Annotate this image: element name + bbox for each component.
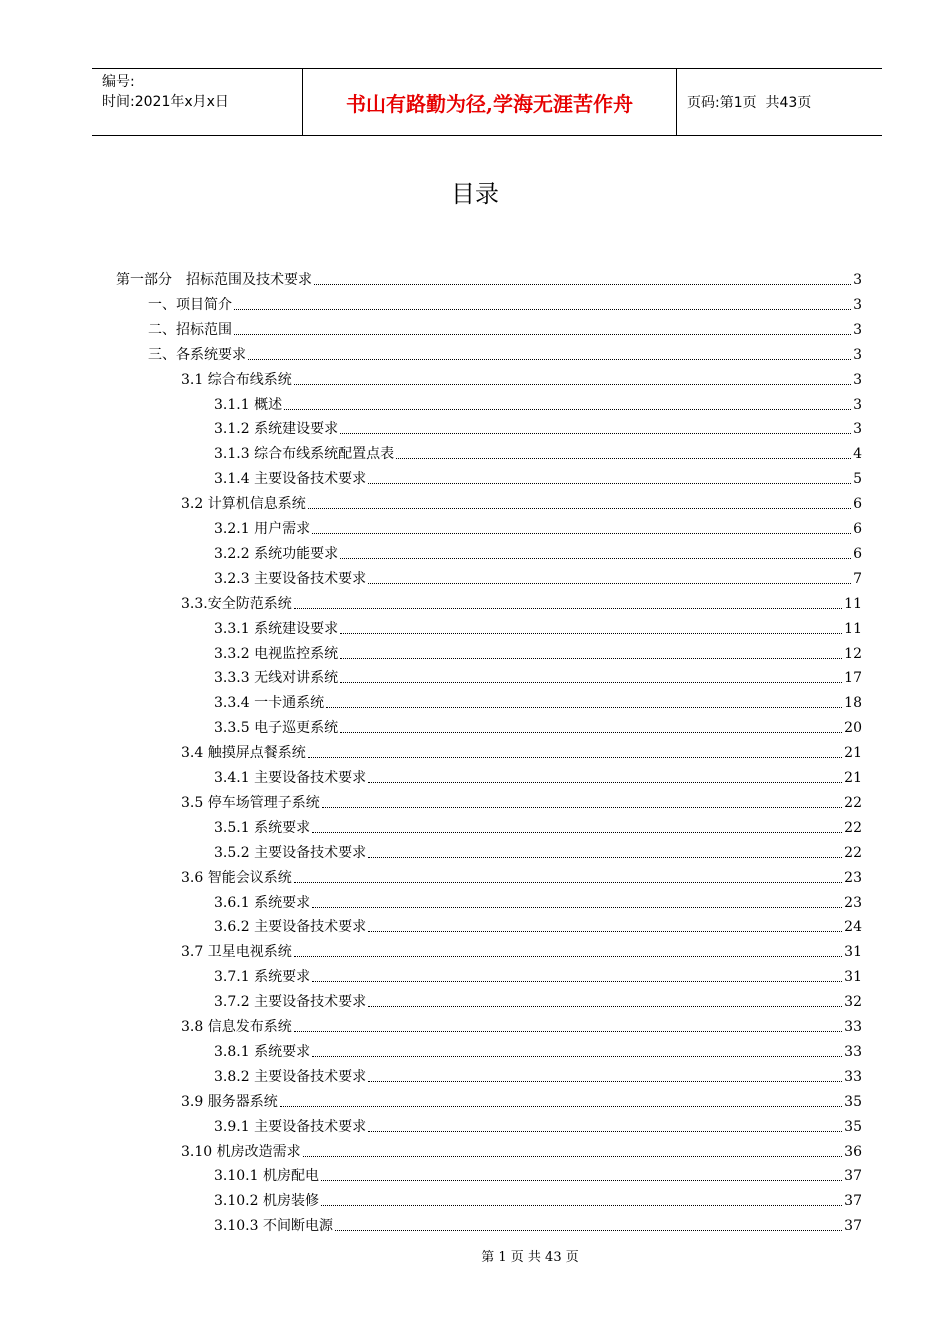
toc-entry-page: 6 bbox=[853, 521, 862, 537]
toc-entry[interactable] bbox=[214, 813, 862, 837]
page-header bbox=[92, 68, 882, 136]
toc-entry-label: 3.3.安全防范系统 bbox=[181, 595, 292, 612]
page-footer bbox=[0, 1246, 950, 1265]
toc-leader-dots bbox=[234, 308, 851, 310]
toc-entry-page: 18 bbox=[844, 695, 862, 712]
toc-entry[interactable] bbox=[214, 1062, 862, 1086]
toc-leader-dots bbox=[294, 955, 842, 957]
toc-entry-label: 3.7 卫星电视系统 bbox=[181, 944, 292, 961]
toc-entry-page: 23 bbox=[844, 869, 862, 886]
toc-leader-dots bbox=[312, 1055, 842, 1057]
toc-leader-dots bbox=[396, 457, 851, 459]
header-motto: 书山有路勤为径,学海无涯苦作舟 bbox=[303, 69, 677, 135]
toc-entry-label: 3.9 服务器系统 bbox=[181, 1093, 278, 1110]
toc-leader-dots bbox=[340, 731, 842, 733]
toc-leader-dots bbox=[314, 283, 851, 285]
toc-entry-label: 3.1.1 概述 bbox=[214, 396, 283, 413]
toc-entry-label: 3.10.2 机房装修 bbox=[214, 1193, 319, 1210]
toc-leader-dots bbox=[368, 482, 851, 484]
toc-leader-dots bbox=[326, 706, 842, 708]
toc-entry-label: 3.10 机房改造需求 bbox=[181, 1143, 301, 1160]
toc-entry-label: 3.3.5 电子巡更系统 bbox=[214, 720, 339, 737]
toc-entry-label: 3.3.4 一卡通系统 bbox=[214, 695, 325, 712]
toc-entry-label: 3.6 智能会议系统 bbox=[181, 869, 292, 886]
toc-entry-page: 22 bbox=[844, 844, 862, 861]
toc-entry-label: 3.5.1 系统要求 bbox=[214, 819, 311, 836]
toc-entry-page: 37 bbox=[844, 1218, 862, 1235]
toc-entry-page: 17 bbox=[844, 670, 862, 687]
toc-leader-dots bbox=[368, 781, 842, 783]
toc-entry[interactable] bbox=[214, 962, 862, 986]
toc-entry[interactable] bbox=[214, 539, 862, 563]
toc-entry[interactable] bbox=[181, 1137, 862, 1161]
toc-entry-label: 3.10.3 不间断电源 bbox=[214, 1218, 333, 1235]
toc-entry-label: 3.3.2 电视监控系统 bbox=[214, 645, 339, 662]
toc-leader-dots bbox=[368, 582, 851, 584]
toc-entry-page: 5 bbox=[853, 471, 862, 488]
toc-entry[interactable] bbox=[214, 439, 862, 463]
toc-leader-dots bbox=[248, 358, 851, 360]
toc-entry[interactable] bbox=[214, 390, 862, 414]
toc-entry-label: 3.3.3 无线对讲系统 bbox=[214, 670, 339, 687]
toc-entry-page: 22 bbox=[844, 794, 862, 811]
toc-entry-page: 3 bbox=[853, 272, 862, 288]
toc-entry-page: 7 bbox=[853, 570, 862, 587]
toc-entry-page: 33 bbox=[844, 1019, 862, 1035]
toc-leader-dots bbox=[312, 980, 842, 982]
toc-entry[interactable] bbox=[181, 863, 862, 887]
toc-entry-label: 3.6.1 系统要求 bbox=[214, 894, 311, 911]
toc-leader-dots bbox=[294, 607, 842, 609]
toc-entry-page: 6 bbox=[853, 496, 862, 513]
toc-entry-label: 3.2.2 系统功能要求 bbox=[214, 545, 339, 562]
toc-entry[interactable] bbox=[181, 489, 862, 513]
toc-entry[interactable] bbox=[214, 838, 862, 862]
toc-entry[interactable] bbox=[181, 738, 862, 762]
header-meta bbox=[92, 69, 303, 135]
toc-entry-label: 一、项目简介 bbox=[148, 296, 232, 313]
toc-leader-dots bbox=[340, 557, 851, 559]
toc-leader-dots bbox=[234, 333, 851, 335]
toc-leader-dots bbox=[368, 930, 842, 932]
toc-entry-page: 33 bbox=[844, 1043, 862, 1060]
toc-entry[interactable] bbox=[214, 663, 862, 687]
toc-entry[interactable] bbox=[181, 1087, 862, 1111]
toc-leader-dots bbox=[340, 657, 842, 659]
toc-entry[interactable] bbox=[214, 614, 862, 638]
toc-leader-dots bbox=[294, 881, 842, 883]
toc-leader-dots bbox=[368, 1005, 842, 1007]
toc-entry-label: 3.5.2 主要设备技术要求 bbox=[214, 844, 367, 861]
toc-entry-label: 3.3.1 系统建设要求 bbox=[214, 620, 339, 637]
toc-entry-label: 3.10.1 机房配电 bbox=[214, 1168, 319, 1185]
toc-leader-dots bbox=[322, 806, 842, 808]
toc-entry-page: 3 bbox=[853, 321, 862, 338]
toc-leader-dots bbox=[340, 632, 842, 634]
toc-leader-dots bbox=[368, 856, 842, 858]
document-number-label: 编号: bbox=[102, 74, 135, 90]
toc-entry-label: 3.8 信息发布系统 bbox=[181, 1019, 292, 1035]
toc-leader-dots bbox=[340, 432, 851, 434]
toc-entry-label: 3.2.3 主要设备技术要求 bbox=[214, 570, 367, 587]
toc-leader-dots bbox=[312, 831, 842, 833]
toc-entry[interactable] bbox=[214, 688, 862, 712]
toc-entry[interactable] bbox=[181, 365, 862, 389]
toc-entry-page: 37 bbox=[844, 1168, 862, 1185]
toc-entry-page: 23 bbox=[844, 894, 862, 911]
page-title: 目录 bbox=[451, 180, 499, 208]
toc-entry[interactable] bbox=[181, 1012, 862, 1036]
toc-leader-dots bbox=[312, 906, 842, 908]
toc-entry[interactable] bbox=[214, 414, 862, 438]
toc-entry-page: 31 bbox=[844, 969, 862, 986]
toc-entry[interactable] bbox=[214, 987, 862, 1011]
toc-entry-page: 12 bbox=[844, 645, 862, 662]
toc-entry-label: 3.8.2 主要设备技术要求 bbox=[214, 1068, 367, 1085]
toc-entry[interactable] bbox=[214, 888, 862, 912]
toc-entry-page: 37 bbox=[844, 1193, 862, 1210]
toc-entry-page: 4 bbox=[853, 446, 862, 463]
toc-entry[interactable] bbox=[116, 265, 862, 289]
toc-entry-page: 32 bbox=[844, 994, 862, 1011]
toc-entry[interactable] bbox=[181, 589, 862, 613]
toc-leader-dots bbox=[284, 408, 851, 410]
toc-entry-page: 3 bbox=[853, 371, 862, 388]
toc-entry[interactable] bbox=[214, 639, 862, 663]
toc-entry-page: 24 bbox=[844, 919, 862, 936]
toc-entry[interactable] bbox=[214, 912, 862, 936]
toc-leader-dots bbox=[308, 507, 851, 509]
toc-entry-page: 11 bbox=[844, 620, 862, 637]
toc-entry-page: 21 bbox=[844, 745, 862, 762]
toc-entry-label: 3.7.1 系统要求 bbox=[214, 969, 311, 986]
toc-leader-dots bbox=[335, 1229, 842, 1231]
toc-entry[interactable] bbox=[214, 1037, 862, 1061]
toc-leader-dots bbox=[340, 681, 842, 683]
toc-leader-dots bbox=[321, 1179, 842, 1181]
toc-entry[interactable] bbox=[214, 1161, 862, 1185]
toc-entry-label: 3.1.4 主要设备技术要求 bbox=[214, 471, 367, 488]
toc-entry-page: 33 bbox=[844, 1068, 862, 1085]
toc-leader-dots bbox=[303, 1155, 843, 1157]
toc-entry-page: 20 bbox=[844, 720, 862, 737]
toc-entry-page: 3 bbox=[853, 296, 862, 313]
toc-entry[interactable] bbox=[148, 340, 862, 364]
toc-entry[interactable] bbox=[214, 464, 862, 488]
toc-entry[interactable] bbox=[214, 1112, 862, 1136]
toc-entry[interactable] bbox=[181, 788, 862, 812]
toc-entry-label: 3.4.1 主要设备技术要求 bbox=[214, 770, 367, 786]
toc-leader-dots bbox=[321, 1204, 842, 1206]
footer-page-number: 第 1 页 共 43 页 bbox=[481, 1250, 579, 1265]
toc-entry-page: 36 bbox=[844, 1143, 862, 1160]
toc-entry[interactable] bbox=[148, 315, 862, 339]
toc-entry-page: 3 bbox=[853, 421, 862, 438]
toc-entry-page: 21 bbox=[844, 770, 862, 786]
toc-entry-label: 二、招标范围 bbox=[148, 321, 232, 338]
toc-leader-dots bbox=[308, 756, 842, 758]
toc-entry-page: 3 bbox=[853, 396, 862, 413]
toc-entry-label: 3.1.3 综合布线系统配置点表 bbox=[214, 446, 395, 463]
toc-entry-label: 3.9.1 主要设备技术要求 bbox=[214, 1118, 367, 1135]
toc-entry-label: 3.1 综合布线系统 bbox=[181, 371, 292, 388]
toc-entry-page: 35 bbox=[844, 1093, 862, 1110]
toc-leader-dots bbox=[368, 1130, 842, 1132]
toc-entry-page: 22 bbox=[844, 819, 862, 836]
toc-entry[interactable] bbox=[214, 763, 862, 787]
page-info-text: 页码:第1页 共43页 bbox=[687, 95, 812, 111]
toc-entry-label: 3.5 停车场管理子系统 bbox=[181, 794, 320, 811]
toc-entry[interactable] bbox=[214, 713, 862, 737]
toc-leader-dots bbox=[368, 1080, 842, 1082]
toc-entry[interactable] bbox=[214, 1186, 862, 1210]
toc-entry-page: 31 bbox=[844, 944, 862, 961]
document-time-label: 时间:2021年x月x日 bbox=[102, 94, 229, 110]
toc-leader-dots bbox=[312, 532, 851, 534]
toc-entry-label: 3.6.2 主要设备技术要求 bbox=[214, 919, 367, 936]
toc-entry-label: 3.7.2 主要设备技术要求 bbox=[214, 994, 367, 1011]
toc-entry-label: 3.2 计算机信息系统 bbox=[181, 496, 306, 513]
toc-entry[interactable] bbox=[181, 937, 862, 961]
toc-entry-label: 第一部分 招标范围及技术要求 bbox=[116, 272, 312, 288]
toc-entry[interactable] bbox=[148, 290, 862, 314]
toc-entry[interactable] bbox=[214, 564, 862, 588]
toc-entry-page: 35 bbox=[844, 1118, 862, 1135]
toc-leader-dots bbox=[294, 1030, 842, 1032]
toc-entry-page: 3 bbox=[853, 346, 862, 363]
toc-entry-label: 3.4 触摸屏点餐系统 bbox=[181, 745, 306, 762]
toc-entry-label: 3.2.1 用户需求 bbox=[214, 521, 311, 537]
toc-entry[interactable] bbox=[214, 1211, 862, 1235]
header-page-info bbox=[677, 69, 882, 135]
toc-leader-dots bbox=[280, 1105, 842, 1107]
toc-entry-label: 三、各系统要求 bbox=[148, 346, 246, 363]
toc-entry-label: 3.1.2 系统建设要求 bbox=[214, 421, 339, 438]
toc-entry-page: 6 bbox=[853, 545, 862, 562]
toc-entry[interactable] bbox=[214, 514, 862, 538]
toc-leader-dots bbox=[294, 383, 851, 385]
toc-entry-page: 11 bbox=[844, 595, 862, 612]
toc-entry-label: 3.8.1 系统要求 bbox=[214, 1043, 311, 1060]
